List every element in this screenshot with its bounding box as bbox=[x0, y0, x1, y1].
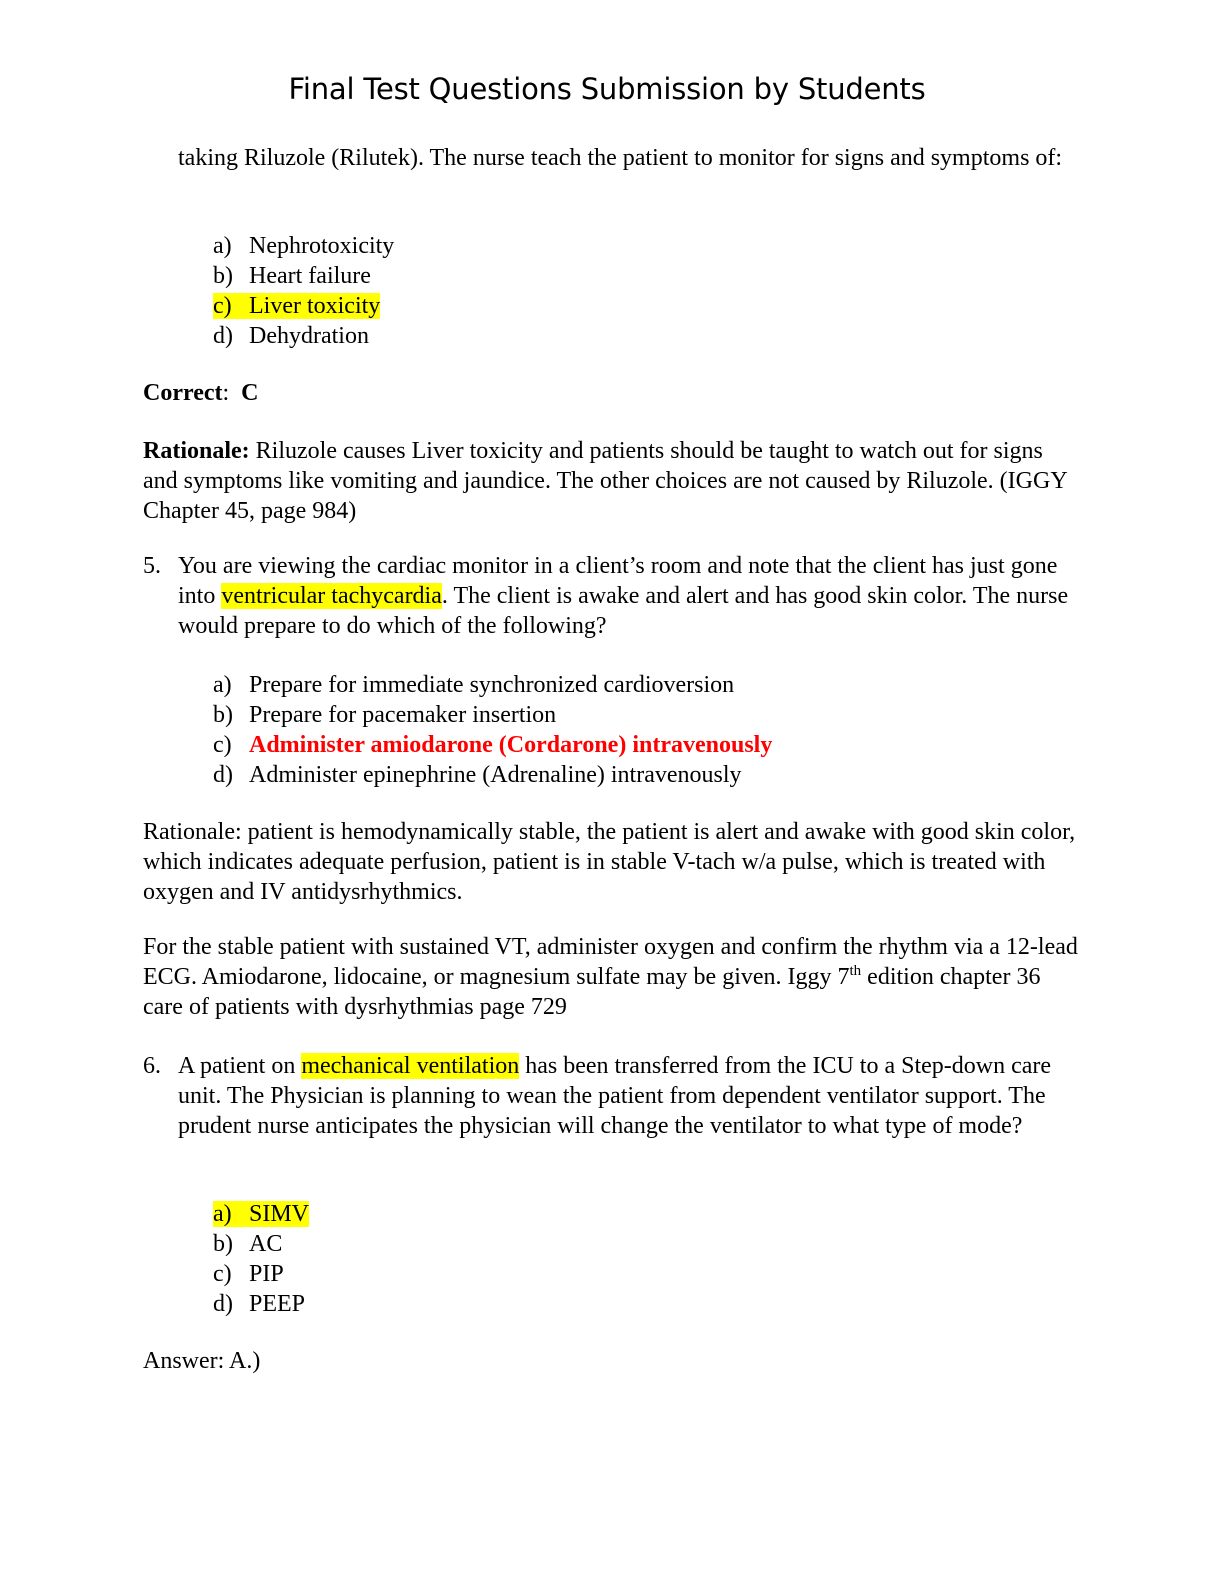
q4-correct: Correct: C bbox=[143, 380, 259, 406]
q5-rationale: Rationale: patient is hemodynamically stable, the patient is alert and awake with good skin color, which indicates adequate perfusion, patient is in stable V-tach w/a pulse, which is treated with oxygen and IV antidysrhythmics. bbox=[143, 819, 1076, 905]
q6-option-c: c) PIP bbox=[213, 1261, 284, 1287]
q5-reference: For the stable patient with sustained VT, administer oxygen and confirm the rhythm via a 12-lead ECG. Amiodarone, lidocaine, or magnesium sulfate may be given. Iggy 7th edition chapter 36 care of patients with dysrhythmias page 729 bbox=[143, 934, 1078, 1020]
q6-option-b: b) AC bbox=[213, 1231, 283, 1257]
q6-options bbox=[213, 1199, 1093, 1319]
q4-option-c: c) Liver toxicity bbox=[213, 293, 381, 319]
q5-stem: You are viewing the cardiac monitor in a client’s room and note that the client has just gone into ventricular tachycardia. The client is awake and alert and has good skin color. The nurse would prepare to do which of the following? bbox=[178, 553, 1069, 639]
q6-number: 6. bbox=[143, 1053, 161, 1079]
q4-options bbox=[213, 231, 1093, 351]
q4-stem: taking Riluzole (Rilutek). The nurse teach the patient to monitor for signs and symptoms of: bbox=[178, 145, 1063, 171]
q6-answer: Answer: A.) bbox=[143, 1348, 261, 1374]
q5-number: 5. bbox=[143, 553, 161, 579]
q5-option-c: c) Administer amiodarone (Cordarone) intravenously bbox=[213, 732, 773, 758]
q4-option-d: d) Dehydration bbox=[213, 323, 369, 349]
q5-option-d: d) Administer epinephrine (Adrenaline) intravenously bbox=[213, 762, 742, 788]
page-title: Final Test Questions Submission by Students bbox=[288, 72, 926, 106]
q6-stem: A patient on mechanical ventilation has been transferred from the ICU to a Step-down care unit. The Physician is planning to wean the patient from dependent ventilator support. The prudent nurse anticipates the physician will change the ventilator to what type of mode? bbox=[178, 1053, 1052, 1139]
q5-option-b: b) Prepare for pacemaker insertion bbox=[213, 702, 557, 728]
q6-option-a: a) SIMV bbox=[213, 1201, 310, 1227]
q4-option-b: b) Heart failure bbox=[213, 263, 371, 289]
q5-option-a: a) Prepare for immediate synchronized cardioversion bbox=[213, 672, 735, 698]
q4-option-a: a) Nephrotoxicity bbox=[213, 233, 395, 259]
q4-rationale: Rationale: Riluzole causes Liver toxicity and patients should be taught to watch out for signs and symptoms like vomiting and jaundice. The other choices are not caused by Riluzole. (IGGY Chapter 45, page 984) bbox=[143, 438, 1067, 524]
q5-options bbox=[213, 670, 1093, 790]
q6-option-d: d) PEEP bbox=[213, 1291, 306, 1317]
